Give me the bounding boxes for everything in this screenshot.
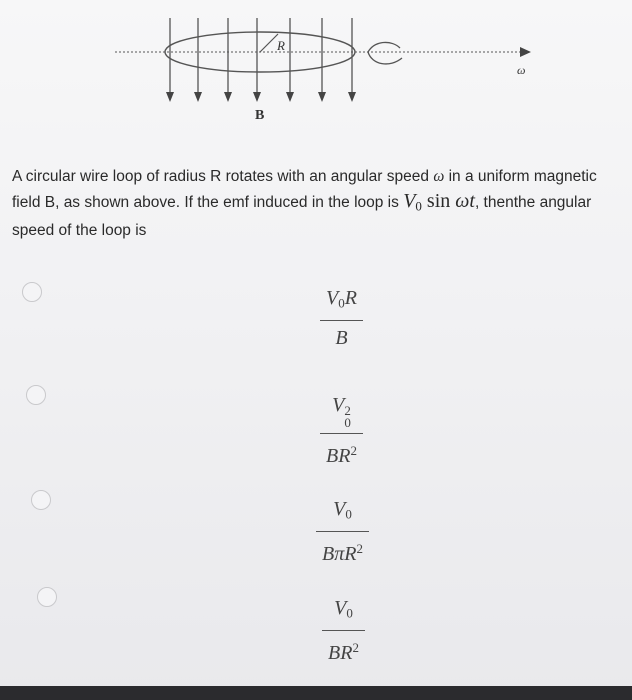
radius-label: R	[277, 38, 285, 53]
omega-label: ω	[517, 63, 526, 77]
option-2-answer	[320, 393, 363, 468]
option-2-numerator: V 2 0	[332, 394, 351, 430]
rotation-hook-lower	[368, 52, 402, 64]
emf-v: V	[403, 190, 416, 212]
fraction-bar	[320, 320, 363, 321]
option-4-numerator: $V_0$	[334, 597, 353, 621]
emf-arg: ωt	[455, 190, 475, 212]
fraction-bar	[320, 433, 363, 434]
option-1-radio[interactable]	[22, 282, 42, 302]
loop-diagram-svg	[110, 10, 540, 130]
option-4-denominator: $BR^2$	[328, 640, 359, 665]
field-lines	[170, 18, 352, 96]
question-part3: , thenthe angular speed of the loop is	[12, 194, 592, 240]
question-part2: in a uniform magnetic field B, as shown above. If the emf induced in the loop is	[12, 168, 597, 211]
fraction-bar	[322, 630, 365, 631]
option-3-numerator: $V_0$	[333, 498, 352, 522]
option-3-denominator: BπR$^2$	[322, 541, 363, 566]
loop-diagram	[110, 10, 540, 130]
emf-expression	[403, 190, 475, 212]
emf-sin: sin	[421, 190, 456, 212]
question-part1: A circular wire loop of radius R rotates with an angular speed	[12, 168, 434, 185]
emf-sub: 0	[415, 198, 422, 214]
radius-line	[260, 34, 278, 52]
option-3-radio[interactable]	[31, 490, 51, 510]
screen-bezel	[0, 686, 632, 700]
option-3-answer	[316, 497, 369, 566]
option-2-radio[interactable]	[26, 385, 46, 405]
field-label: B	[255, 108, 265, 123]
fraction-bar	[316, 531, 369, 532]
rotation-hook	[368, 42, 400, 52]
question-text	[12, 164, 624, 243]
option-4-answer	[322, 596, 365, 665]
field-arrowheads	[166, 92, 356, 102]
option-1-numerator: $V_0R$	[326, 287, 357, 311]
omega-arrowhead	[520, 47, 531, 57]
option-1-denominator: B	[335, 327, 348, 350]
option-1-answer	[320, 286, 363, 350]
omega-symbol: ω	[433, 168, 445, 185]
option-4-radio[interactable]	[37, 587, 57, 607]
option-2-denominator: $BR^2$	[326, 443, 357, 468]
